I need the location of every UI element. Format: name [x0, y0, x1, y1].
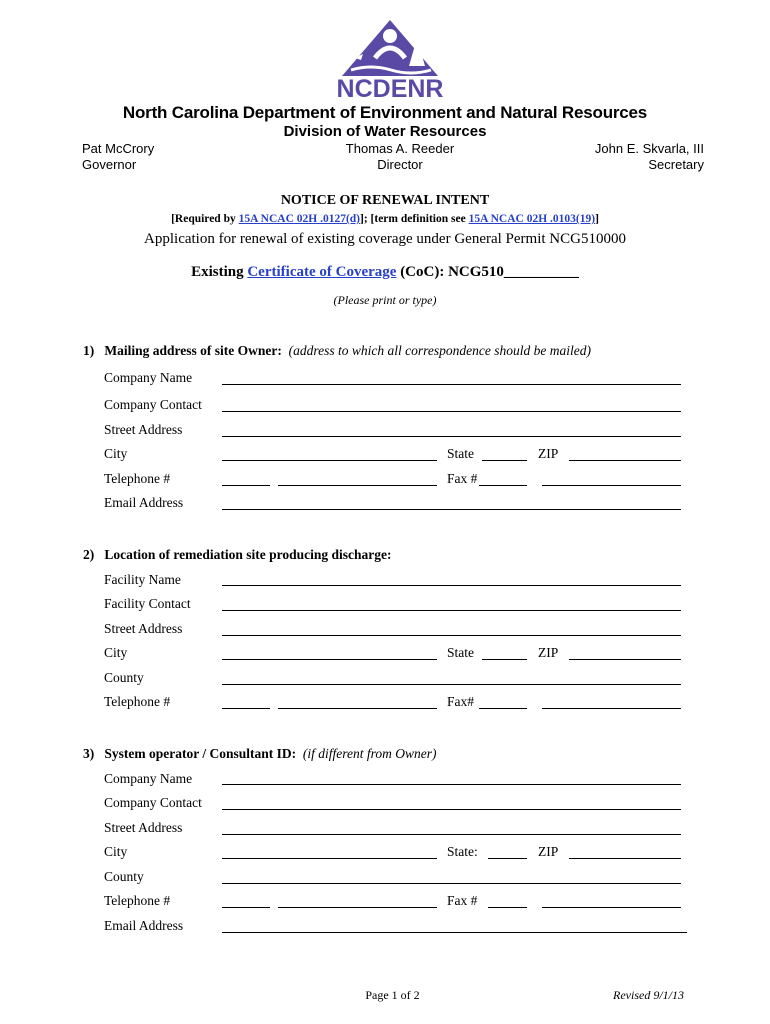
- s1-telephone-area-field[interactable]: [222, 485, 270, 486]
- s1-email-field[interactable]: [222, 509, 681, 510]
- s3-telephone-number-field[interactable]: [278, 907, 437, 908]
- s2-county-label: County: [104, 670, 144, 685]
- s3-fax-area-field[interactable]: [488, 907, 527, 908]
- s2-facility-contact-label: Facility Contact: [104, 596, 191, 611]
- rule-0103-link[interactable]: 15A NCAC 02H .0103(19): [468, 213, 596, 225]
- s1-state-field[interactable]: [482, 460, 527, 461]
- s3-company-name-field[interactable]: [222, 784, 681, 785]
- s2-state-field[interactable]: [482, 659, 527, 660]
- print-note: (Please print or type): [333, 293, 437, 307]
- section2-heading: 2) Location of remediation site producing discharge:: [83, 547, 392, 562]
- s2-street-address-field[interactable]: [222, 635, 681, 636]
- s1-zip-label: ZIP: [538, 446, 559, 461]
- s3-company-name-label: Company Name: [104, 771, 193, 786]
- s1-telephone-label: Telephone #: [104, 471, 171, 486]
- requirement-line: [Required by 15A NCAC 02H .0127(d)]; [term definition see 15A NCAC 02H .0103(19)]: [171, 213, 599, 225]
- s1-zip-field[interactable]: [569, 460, 681, 461]
- s3-city-label: City: [104, 844, 128, 859]
- coc-line: Existing Certificate of Coverage (CoC): NCG510__________: [191, 264, 579, 280]
- secretary-title: Secretary: [648, 157, 704, 172]
- revision-date: Revised 9/1/13: [613, 988, 684, 1002]
- director-title: Director: [377, 157, 423, 172]
- s1-fax-label: Fax #: [447, 471, 478, 486]
- s3-state-label: State:: [447, 844, 478, 859]
- rule-0127-link[interactable]: 15A NCAC 02H .0127(d): [238, 213, 360, 225]
- s3-fax-number-field[interactable]: [542, 907, 681, 908]
- s1-fax-area-field[interactable]: [479, 485, 527, 486]
- secretary-block: [595, 141, 704, 173]
- governor-name: Pat McCrory: [82, 141, 155, 156]
- secretary-name: John E. Skvarla, III: [594, 141, 704, 156]
- s2-fax-area-field[interactable]: [479, 708, 527, 709]
- s3-county-label: County: [104, 869, 144, 884]
- s1-street-address-label: Street Address: [104, 422, 183, 437]
- s3-zip-field[interactable]: [569, 858, 681, 859]
- s1-telephone-number-field[interactable]: [278, 485, 437, 486]
- s3-city-field[interactable]: [222, 858, 437, 859]
- s3-email-field[interactable]: [222, 932, 687, 933]
- s2-city-field[interactable]: [222, 659, 437, 660]
- s2-zip-field[interactable]: [569, 659, 681, 660]
- s2-city-label: City: [104, 645, 128, 660]
- s1-city-label: City: [104, 446, 128, 461]
- s2-facility-name-label: Facility Name: [104, 572, 181, 587]
- s3-county-field[interactable]: [222, 883, 681, 884]
- s3-company-contact-label: Company Contact: [104, 795, 202, 810]
- s2-state-label: State: [447, 645, 474, 660]
- s3-company-contact-field[interactable]: [222, 809, 681, 810]
- department-name: North Carolina Department of Environment and Natural Resources: [122, 103, 648, 122]
- s1-street-address-field[interactable]: [222, 436, 681, 437]
- s1-company-name-label: Company Name: [104, 370, 193, 385]
- application-line: Application for renewal of existing coverage under General Permit NCG510000: [144, 231, 626, 247]
- s1-email-label: Email Address: [104, 495, 184, 510]
- s2-county-field[interactable]: [222, 684, 681, 685]
- section1-heading: 1) Mailing address of site Owner: (address to which all correspondence should be mailed): [83, 343, 591, 358]
- s2-facility-name-field[interactable]: [222, 585, 681, 586]
- s1-company-contact-field[interactable]: [222, 411, 681, 412]
- s3-telephone-label: Telephone #: [104, 893, 171, 908]
- s3-street-address-label: Street Address: [104, 820, 183, 835]
- s2-street-address-label: Street Address: [104, 621, 183, 636]
- division-name: Division of Water Resources: [283, 123, 487, 140]
- s3-state-field[interactable]: [488, 858, 527, 859]
- s2-facility-contact-field[interactable]: [222, 610, 681, 611]
- ncdenr-logo: [337, 18, 443, 100]
- s2-zip-label: ZIP: [538, 645, 559, 660]
- s2-fax-number-field[interactable]: [542, 708, 681, 709]
- s2-fax-label: Fax#: [447, 694, 474, 709]
- logo-text: NCDENR: [337, 75, 443, 100]
- s2-telephone-area-field[interactable]: [222, 708, 270, 709]
- s3-telephone-area-field[interactable]: [222, 907, 270, 908]
- notice-title: NOTICE OF RENEWAL INTENT: [280, 193, 490, 208]
- s1-state-label: State: [447, 446, 474, 461]
- s1-city-field[interactable]: [222, 460, 437, 461]
- coc-link[interactable]: Certificate of Coverage: [247, 264, 397, 280]
- director-name: Thomas A. Reeder: [345, 141, 455, 156]
- page-number: Page 1 of 2: [365, 988, 420, 1002]
- s1-company-name-field[interactable]: [222, 384, 681, 385]
- s3-fax-label: Fax #: [447, 893, 478, 908]
- s1-company-contact-label: Company Contact: [104, 397, 202, 412]
- s2-telephone-label: Telephone #: [104, 694, 171, 709]
- s3-street-address-field[interactable]: [222, 834, 681, 835]
- s2-telephone-number-field[interactable]: [278, 708, 437, 709]
- governor-title: Governor: [82, 157, 137, 172]
- s3-email-label: Email Address: [104, 918, 184, 933]
- s3-zip-label: ZIP: [538, 844, 559, 859]
- s1-fax-number-field[interactable]: [542, 485, 681, 486]
- section3-heading: 3) System operator / Consultant ID: (if different from Owner): [83, 746, 437, 761]
